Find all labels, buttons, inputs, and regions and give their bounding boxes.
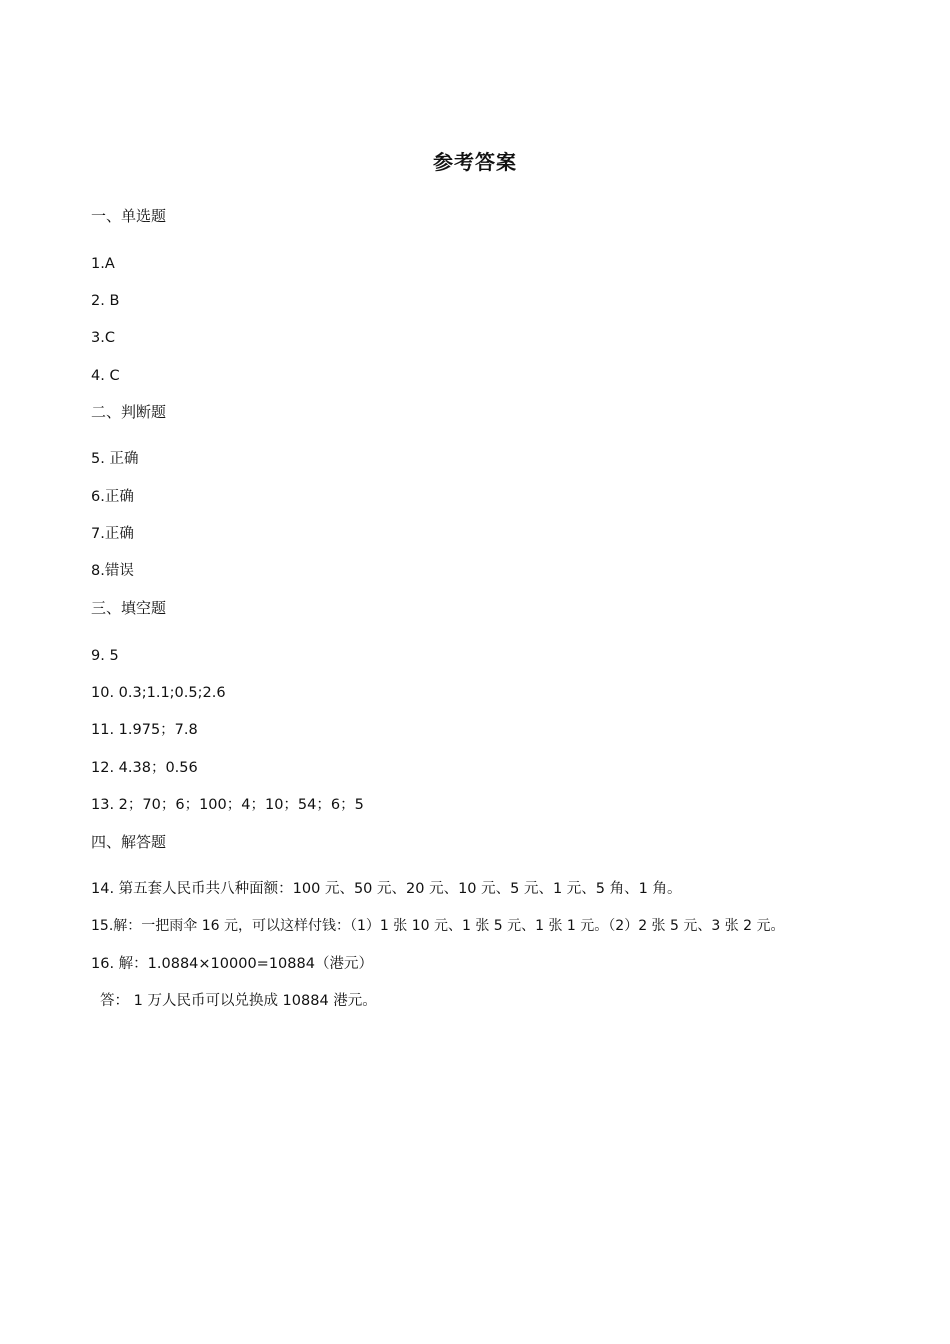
answer-12: 12. 4.38；0.56: [91, 760, 198, 776]
answer-11: 11. 1.975；7.8: [91, 722, 198, 738]
answer-10: 10. 0.3;1.1;0.5;2.6: [91, 685, 226, 701]
answer-6: 6.正确: [91, 489, 134, 505]
section-heading-solve: 四、解答题: [91, 833, 167, 851]
section-heading-fill-blank: 三、填空题: [91, 599, 167, 617]
answer-8: 8.错误: [91, 563, 134, 579]
answer-13: 13. 2；70；6；100；4；10；54；6；5: [91, 797, 364, 813]
answer-3: 3.C: [91, 330, 115, 346]
section-heading-single-choice: 一、单选题: [91, 207, 167, 225]
page-title: 参考答案: [433, 150, 517, 174]
answer-1: 1.A: [91, 256, 115, 272]
section-heading-true-false: 二、判断题: [91, 403, 167, 421]
answer-9: 9. 5: [91, 648, 119, 664]
answer-7: 7.正确: [91, 526, 134, 542]
answer-16: 16. 解：1.0884×10000=10884（港元）: [91, 956, 373, 972]
answer-4: 4. C: [91, 368, 120, 384]
answer-14: 14. 第五套人民币共八种面额：100 元、50 元、20 元、10 元、5 元、1 元、5 角、1 角。: [91, 881, 682, 897]
answer-2: 2. B: [91, 293, 120, 309]
answer-15: 15.解：一把雨伞 16 元，可以这样付钱：（1）1 张 10 元、1 张 5 元、1 张 1 元。（2）2 张 5 元、3 张 2 元。: [91, 918, 785, 934]
answer-16-conclusion: 答： 1 万人民币可以兑换成 10884 港元。: [100, 993, 377, 1009]
answer-5: 5. 正确: [91, 451, 139, 467]
